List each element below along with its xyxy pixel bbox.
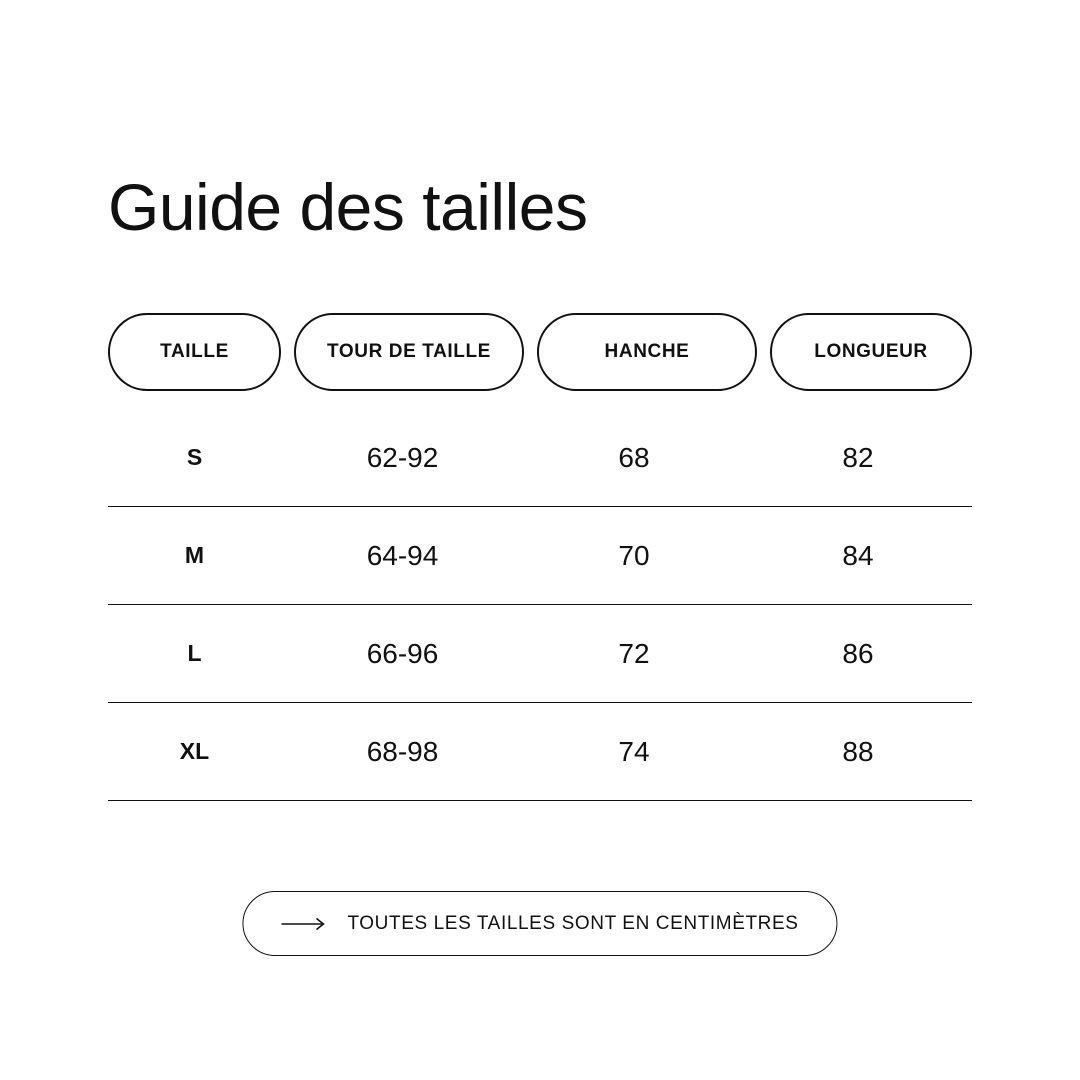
cell-size: S [186, 444, 203, 470]
cell-hip: 72 [618, 637, 650, 669]
cell-length: 84 [842, 539, 874, 571]
cell-waist: 66-96 [366, 637, 439, 669]
column-header-taille: TAILLE [108, 313, 281, 391]
column-header-hanche: HANCHE [537, 313, 757, 391]
cell-hip: 68 [618, 441, 650, 473]
cell-size: XL [179, 738, 210, 764]
cell-waist: 68-98 [366, 735, 439, 767]
cell-waist: 62-92 [366, 441, 439, 473]
cell-hip: 74 [618, 735, 650, 767]
cell-length: 88 [842, 735, 874, 767]
units-note [242, 891, 837, 956]
page-title: Guide des tailles [108, 170, 588, 245]
table-row [108, 507, 972, 605]
cell-length: 82 [842, 441, 874, 473]
table-row [108, 605, 972, 703]
units-note-label: TOUTES LES TAILLES SONT EN CENTIMÈTRES [347, 912, 799, 934]
cell-length: 86 [842, 637, 874, 669]
cell-waist: 64-94 [366, 539, 439, 571]
size-table [108, 313, 972, 801]
column-header-longueur: LONGUEUR [770, 313, 972, 391]
table-row [108, 703, 972, 801]
cell-size: M [184, 542, 205, 568]
table-body [108, 409, 972, 801]
table-header-row [108, 313, 972, 391]
cell-hip: 70 [618, 539, 650, 571]
arrow-right-icon [281, 917, 327, 931]
table-row [108, 409, 972, 507]
cell-size: L [187, 640, 202, 666]
column-header-tour-de-taille: TOUR DE TAILLE [294, 313, 524, 391]
